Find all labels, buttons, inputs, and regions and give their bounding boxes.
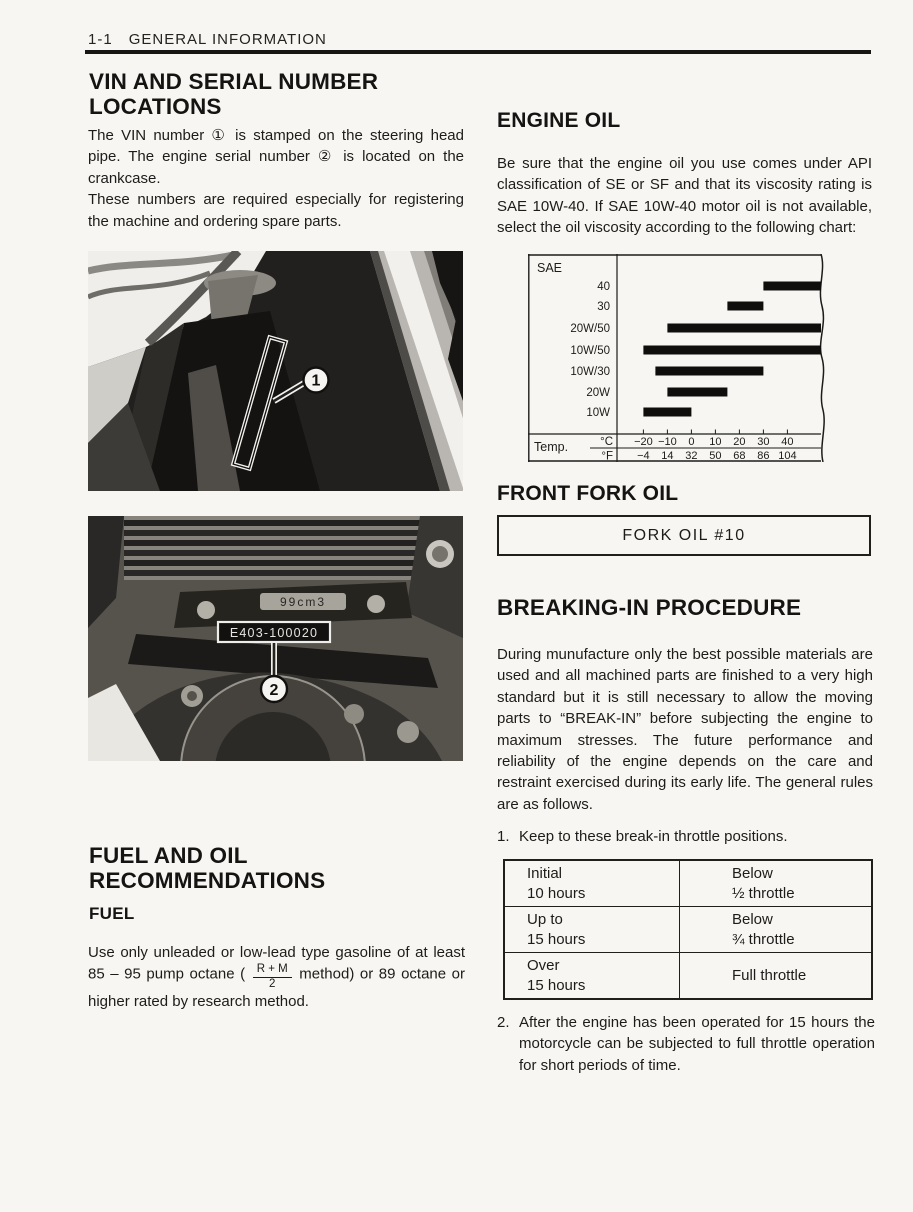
vin-paragraph-1: The VIN number ① is stamped on the steering head pipe. The engine serial number ② is located on the crankcase. (88, 127, 464, 187)
svg-text:20W/50: 20W/50 (570, 323, 610, 335)
svg-text:10W/50: 10W/50 (570, 345, 610, 357)
viscosity-range-bar (667, 388, 727, 397)
bolt-head (367, 595, 385, 613)
table-row (505, 861, 871, 906)
svg-text:14: 14 (661, 450, 674, 462)
crankcase-photo (88, 516, 463, 761)
viscosity-range-bar (667, 324, 821, 333)
period-cell: Initial 10 hours (505, 861, 680, 906)
bolt-head (397, 721, 419, 743)
page-number: 1-1 (88, 31, 113, 48)
breaking-in-heading: BREAKING-IN PROCEDURE (497, 595, 802, 620)
fuel-oil-heading: FUEL AND OIL RECOMMENDATIONS (89, 843, 326, 893)
throttle-cell: Full throttle (732, 966, 807, 984)
table-row (505, 906, 871, 952)
viscosity-range-bar (655, 367, 763, 376)
octane-fraction: $\frac{R + M}{2}$ (251, 963, 294, 990)
fork-oil-spec-label: FORK OIL #10 (622, 526, 746, 544)
steering-head-photo (88, 251, 463, 491)
svg-text:30: 30 (597, 301, 610, 313)
table-row (505, 952, 871, 998)
fuel-paragraph: Use only unleaded or low-lead type gasoline of at least 85 – 95 pump octane ( $\frac{R + M}{2}$ method) or 89 octane or higher rated by research method. (88, 944, 466, 1010)
svg-text:32: 32 (685, 450, 698, 462)
break-in-rule-2: 2. After the engine has been operated for 15 hours the motorcycle can be subjected to full throttle operation for short periods of time. (497, 1014, 875, 1074)
break-in-rule-1: 1. Keep to these break-in throttle positions. (497, 828, 788, 845)
serial-number-text: E403-100020 (229, 626, 319, 640)
viscosity-range-bar (763, 282, 821, 291)
photo-engine-serial (88, 516, 463, 761)
svg-text:Temp.: Temp. (534, 440, 569, 454)
svg-text:40: 40 (597, 281, 610, 293)
svg-text:−10: −10 (658, 436, 677, 448)
displacement-stamp-text: 99cm3 (279, 595, 327, 609)
svg-text:−4: −4 (637, 450, 650, 462)
svg-text:10: 10 (709, 436, 722, 448)
svg-text:104: 104 (778, 450, 797, 462)
vin-section-heading: VIN AND SERIAL NUMBER LOCATIONS (89, 69, 379, 119)
throttle-cell: Below ½ throttle (732, 864, 795, 902)
svg-text:°F: °F (601, 450, 613, 462)
svg-text:86: 86 (757, 450, 770, 462)
photo-vin-location (88, 251, 463, 491)
svg-text:50: 50 (709, 450, 722, 462)
svg-text:SAE: SAE (537, 261, 563, 275)
svg-text:10W/30: 10W/30 (570, 366, 610, 378)
engine-oil-heading: ENGINE OIL (497, 109, 621, 132)
viscosity-range-bar (643, 346, 821, 355)
throttle-position-table (503, 859, 873, 1000)
period-cell: Over 15 hours (505, 953, 680, 998)
bolt-head (344, 704, 364, 724)
viscosity-range-bar (727, 302, 763, 311)
throttle-cell: Below ¾ throttle (732, 910, 795, 948)
bolt-head (197, 601, 215, 619)
vin-paragraph-2: These numbers are required especially for registering the machine and ordering spare parts. (88, 191, 464, 230)
svg-text:°C: °C (600, 436, 613, 448)
svg-text:30: 30 (757, 436, 770, 448)
oil-viscosity-chart (528, 254, 828, 467)
svg-text:10W: 10W (586, 407, 610, 419)
svg-text:20: 20 (733, 436, 746, 448)
breaking-in-paragraph: During munufacture only the best possible materials are used and all machined parts are finished to a very high standard but it is still necessary to allow the moving parts to “BREAK-IN” before subjecting the engine to maximum stresses. The future performance and reliability of the engine depends on the care and restraint exercised during its early life. The general rules are as follows. (497, 646, 873, 813)
svg-text:40: 40 (781, 436, 794, 448)
viscosity-range-bar (643, 408, 691, 417)
svg-text:68: 68 (733, 450, 746, 462)
engine-oil-paragraph: Be sure that the engine oil you use comes under API classification of SE or SF and that its viscosity rating is SAE 10W-40. If SAE 10W-40 motor oil is not available, select the oil viscosity according to the following chart: (497, 155, 872, 237)
svg-text:−20: −20 (634, 436, 653, 448)
front-fork-oil-heading: FRONT FORK OIL (497, 482, 679, 505)
oil-viscosity-chart-svg (528, 254, 828, 462)
svg-text:20W: 20W (586, 387, 610, 399)
callout-label-2: 2 (269, 682, 279, 699)
fork-oil-spec-box (497, 515, 871, 556)
svg-text:0: 0 (688, 436, 695, 448)
page-header (88, 31, 327, 48)
header-rule (85, 50, 871, 54)
period-cell: Up to 15 hours (505, 907, 680, 952)
callout-label-1: 1 (311, 372, 321, 390)
fuel-subheading: FUEL (89, 904, 135, 923)
chapter-title: GENERAL INFORMATION (128, 31, 327, 48)
vin-section-body (88, 125, 464, 232)
